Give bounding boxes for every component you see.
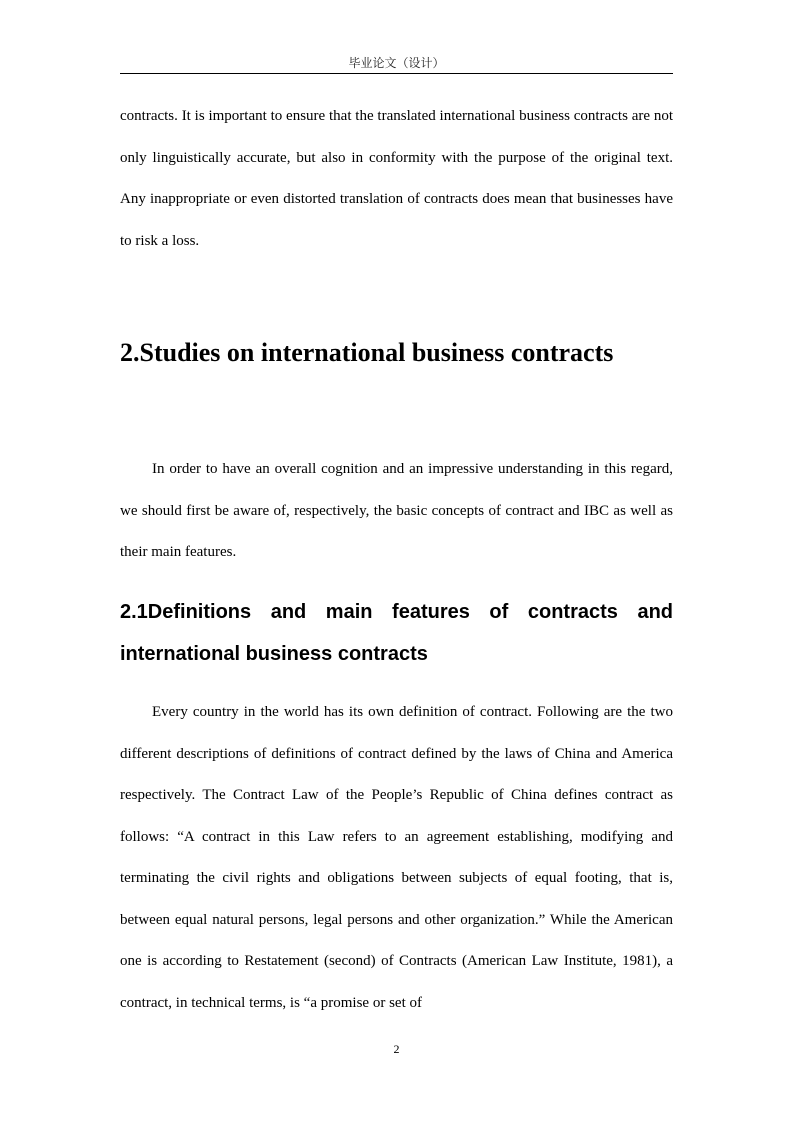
header-rule	[120, 73, 673, 74]
section-heading-2: 2.Studies on international business contracts	[120, 338, 614, 367]
running-header: 毕业论文（设计）	[348, 56, 445, 70]
subsection-heading-2-1: 2.1Definitions and main features of contracts and international business contracts	[120, 601, 673, 665]
page-number: 2	[393, 1042, 400, 1056]
paragraph-section-2-intro: In order to have an overall cognition and an impressive understanding in this regard, we should first be aware of, respectively, the basic concepts of contract and IBC as well as their main features.	[120, 461, 673, 560]
paragraph-intro-continuation: contracts. It is important to ensure that the translated international business contracts are not only linguistically accurate, but also in conformity with the purpose of the original text. Any inappropriate or even distorted translation of contracts does mean that businesses have to risk a loss.	[120, 108, 673, 249]
paragraph-definitions: Every country in the world has its own definition of contract. Following are the two different descriptions of definitions of contract defined by the laws of China and America respectively. The Contract Law of the People’s Republic of China defines contract as follows: “A contract in this Law refers to an agreement establishing, modifying and terminating the civil rights and obligations between subjects of equal footing, that is, between equal natural persons, legal persons and other organization.” While the American one is according to Restatement (second) of Contracts (American Law Institute, 1981), a contract, in technical terms, is “a promise or set of	[120, 704, 673, 1011]
